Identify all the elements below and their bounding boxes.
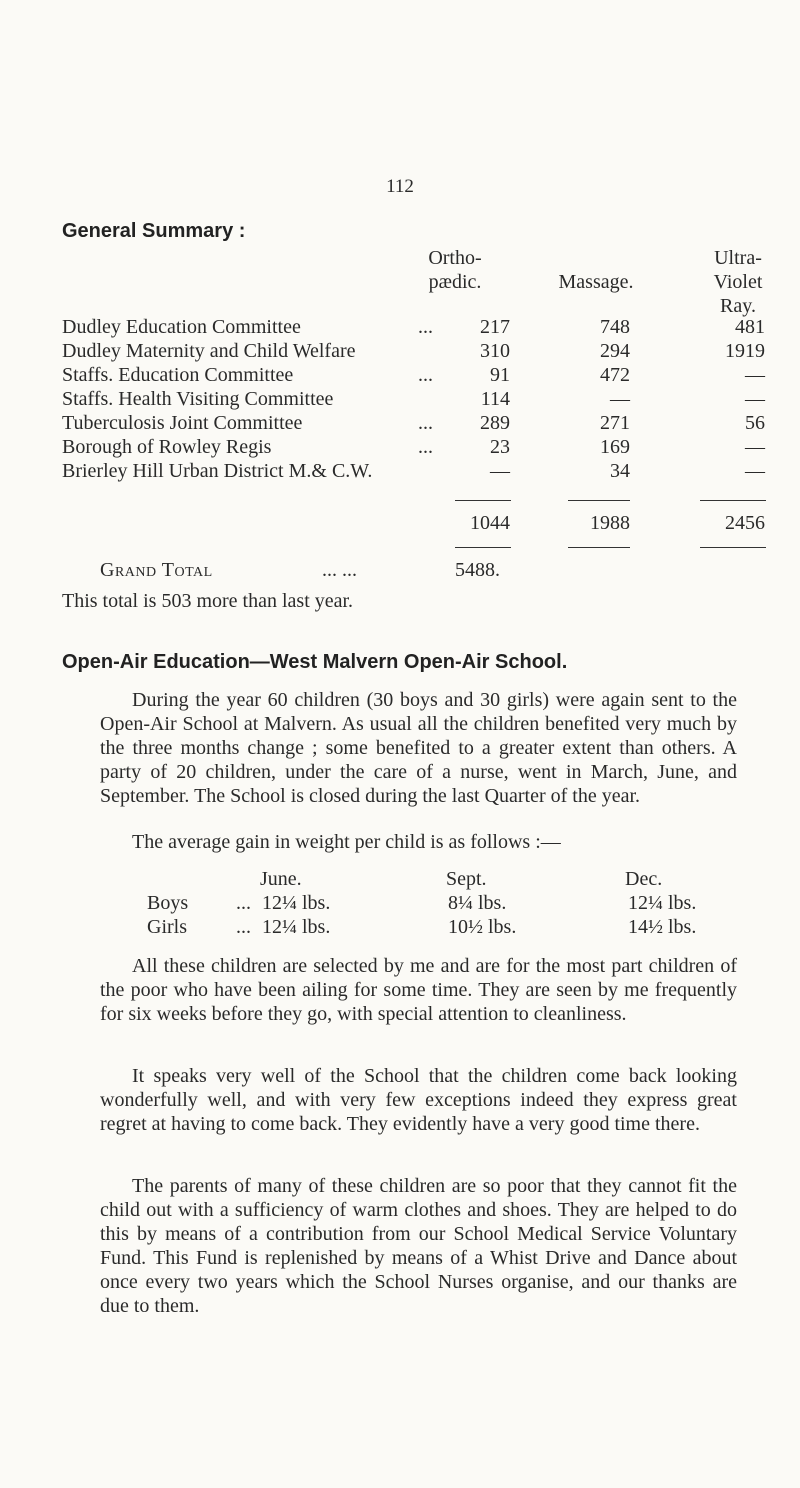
col-header-ultra-line1: Ultra- bbox=[714, 247, 762, 269]
weight-row-dec: 14½ lbs. bbox=[628, 916, 697, 938]
paragraph-text: The parents of many of these children are so poor that they cannot fit the child out with a sufficiency of warm clothes and shoes. They are helped to do this by means of a contribution from our School Medical Service Voluntary Fund. This Fund is replenished by means of a Whist Drive and Dance about once every two years which the School Nurses organise, and our thanks are due to them. bbox=[100, 1175, 737, 1317]
row-dots: ... bbox=[418, 316, 433, 338]
row-name: Tuberculosis Joint Committee bbox=[62, 412, 303, 434]
paragraph bbox=[100, 830, 737, 854]
paragraph bbox=[100, 1064, 737, 1136]
row-name: Dudley Maternity and Child Welfare bbox=[62, 340, 356, 362]
weight-header-june: June. bbox=[260, 868, 302, 890]
total-rule bbox=[568, 547, 630, 548]
row-ultra-violet: 1919 bbox=[725, 340, 765, 362]
weight-row-dec: 12¼ lbs. bbox=[628, 892, 697, 914]
row-ultra-violet: 481 bbox=[735, 316, 765, 338]
col-header-orthopaedic bbox=[400, 246, 510, 294]
row-name: Dudley Education Committee bbox=[62, 316, 301, 338]
row-massage: 169 bbox=[600, 436, 630, 458]
total-ultra-violet: 2456 bbox=[725, 512, 765, 534]
row-ultra-violet: — bbox=[745, 364, 765, 386]
summary-note: This total is 503 more than last year. bbox=[62, 590, 354, 612]
weight-header-dec: Dec. bbox=[625, 868, 663, 890]
col-header-ultra-line3: Ray. bbox=[720, 295, 756, 317]
weight-row-dots: ... bbox=[236, 916, 251, 938]
row-massage: 34 bbox=[610, 460, 630, 482]
row-massage: 294 bbox=[600, 340, 630, 362]
paragraph bbox=[100, 954, 737, 1026]
row-name: Staffs. Health Visiting Committee bbox=[62, 388, 334, 410]
row-orthopaedic: 91 bbox=[490, 364, 510, 386]
col-header-orthopaedic-line1: Ortho- bbox=[428, 247, 482, 269]
row-ultra-violet: — bbox=[745, 460, 765, 482]
weight-row-june: 12¼ lbs. bbox=[262, 916, 331, 938]
total-rule bbox=[700, 500, 766, 501]
general-summary-heading: General Summary : bbox=[62, 220, 246, 242]
row-orthopaedic: 114 bbox=[480, 388, 510, 410]
row-name: Borough of Rowley Regis bbox=[62, 436, 272, 458]
weight-row-sept: 10½ lbs. bbox=[448, 916, 517, 938]
row-ultra-violet: — bbox=[745, 436, 765, 458]
row-massage: 472 bbox=[600, 364, 630, 386]
paragraph bbox=[100, 1174, 737, 1318]
weight-row-sept: 8¼ lbs. bbox=[448, 892, 507, 914]
grand-total-value: 5488. bbox=[455, 559, 500, 581]
total-rule bbox=[700, 547, 766, 548]
grand-total-dots: ... ... bbox=[322, 559, 357, 581]
row-massage: — bbox=[610, 388, 630, 410]
row-ultra-violet: — bbox=[745, 388, 765, 410]
col-header-ultra-violet bbox=[688, 246, 788, 318]
total-rule bbox=[455, 500, 511, 501]
grand-total-label: Grand Total bbox=[100, 559, 213, 581]
total-rule bbox=[455, 547, 511, 548]
paragraph-text: All these children are selected by me and are for the most part children of the poor who have been ailing for some time. They are seen by me frequently for six weeks before they go, with special attention to cleanliness. bbox=[100, 955, 737, 1025]
total-massage: 1988 bbox=[590, 512, 630, 534]
row-orthopaedic: 289 bbox=[480, 412, 510, 434]
col-header-ultra-line2: Violet bbox=[713, 271, 763, 293]
row-orthopaedic: 23 bbox=[490, 436, 510, 458]
row-massage: 748 bbox=[600, 316, 630, 338]
weight-row-label: Girls bbox=[147, 916, 187, 938]
row-dots: ... bbox=[418, 364, 433, 386]
total-rule bbox=[568, 500, 630, 501]
weight-row-label: Boys bbox=[147, 892, 189, 914]
row-massage: 271 bbox=[600, 412, 630, 434]
row-ultra-violet: 56 bbox=[745, 412, 765, 434]
row-orthopaedic: — bbox=[490, 460, 510, 482]
paragraph bbox=[100, 688, 737, 808]
weight-row-dots: ... bbox=[236, 892, 251, 914]
row-orthopaedic: 217 bbox=[480, 316, 510, 338]
total-orthopaedic: 1044 bbox=[470, 512, 510, 534]
paragraph-text: The average gain in weight per child is as follows :— bbox=[132, 831, 561, 853]
col-header-massage: Massage. bbox=[558, 271, 634, 293]
row-name: Brierley Hill Urban District M.& C.W. bbox=[62, 460, 373, 482]
open-air-heading: Open-Air Education—West Malvern Open-Air School. bbox=[62, 651, 568, 673]
row-name: Staffs. Education Committee bbox=[62, 364, 294, 386]
weight-row-june: 12¼ lbs. bbox=[262, 892, 331, 914]
weight-header-sept: Sept. bbox=[446, 868, 487, 890]
row-dots: ... bbox=[418, 436, 433, 458]
col-header-orthopaedic-line2: pædic. bbox=[428, 271, 482, 293]
row-dots: ... bbox=[418, 412, 433, 434]
row-orthopaedic: 310 bbox=[480, 340, 510, 362]
paragraph-text: During the year 60 children (30 boys and 30 girls) were again sent to the Open-Air School at Malvern. As usual all the children benefited very much by the three months change ; some benefited to a greater extent than others. A party of 20 children, under the care of a nurse, went in March, June, and September. The School is closed during the last Quarter of the year. bbox=[100, 689, 737, 807]
page-number: 112 bbox=[386, 176, 414, 197]
paragraph-text: It speaks very well of the School that the children come back looking wonderfully well, and with very few exceptions indeed they express great regret at having to come back. They evidently have a very good time there. bbox=[100, 1065, 737, 1135]
